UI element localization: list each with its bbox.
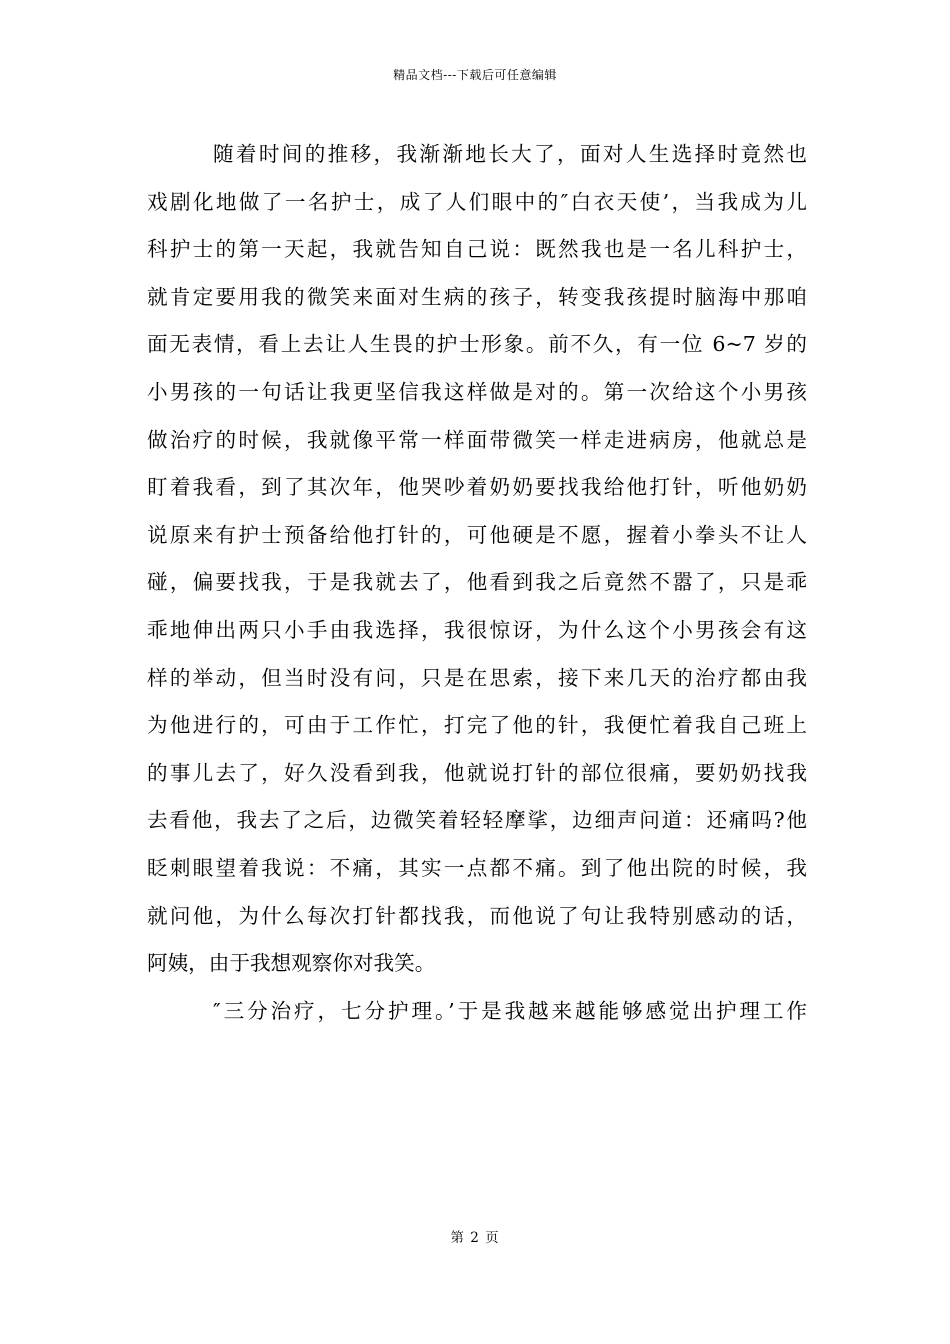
text-line: 乖地伸出两只小手由我选择，我很惊讶，为什么这个小男孩会有这 xyxy=(147,617,807,642)
text-line: 去看他，我去了之后，边微笑着轻轻摩挲，边细声问道：还痛吗?他 xyxy=(147,808,807,833)
text-line: 说原来有护士预备给他打针的，可他硬是不愿，握着小拳头不让人 xyxy=(147,522,807,547)
text-line: 盯着我看，到了其次年，他哭吵着奶奶要找我给他打针，听他奶奶 xyxy=(147,475,807,500)
page-header: 精品文档---下载后可任意编辑 xyxy=(393,68,557,82)
text-line: 随着时间的推移，我渐渐地长大了，面对人生选择时竟然也 xyxy=(213,142,807,166)
text-line: 阿姨，由于我想观察你对我笑。 xyxy=(147,951,436,976)
text-line: ″三分治疗，七分护理。’于是我越来越能够感觉出护理工作 xyxy=(213,998,807,1023)
text-line: 的事儿去了，好久没看到我，他就说打针的部位很痛，要奶奶找我 xyxy=(147,760,807,785)
body-text xyxy=(147,131,807,1035)
text-line: 科护士的第一天起，我就告知自己说：既然我也是一名儿科护士， xyxy=(147,237,807,262)
text-line: 为他进行的，可由于工作忙，打完了他的针，我便忙着我自己班上 xyxy=(147,713,807,738)
text-line: 面无表情，看上去让人生畏的护士形象。前不久，有一位 6~7 岁的 xyxy=(147,332,807,357)
text-line: 戏剧化地做了一名护士，成了人们眼中的″白衣天使’，当我成为儿 xyxy=(147,189,807,214)
text-line: 就问他，为什么每次打针都找我，而他说了句让我特别感动的话， xyxy=(147,903,807,928)
text-line: 碰，偏要找我，于是我就去了，他看到我之后竟然不嚣了，只是乖 xyxy=(147,570,807,595)
text-line: 眨刺眼望着我说：不痛，其实一点都不痛。到了他出院的时候，我 xyxy=(147,855,807,880)
text-line: 小男孩的一句话让我更坚信我这样做是对的。第一次给这个小男孩 xyxy=(147,379,807,404)
page-number: 第 2 页 xyxy=(450,1230,500,1246)
text-line: 做治疗的时候，我就像平常一样面带微笑一样走进病房，他就总是 xyxy=(147,427,807,452)
text-line: 就肯定要用我的微笑来面对生病的孩子，转变我孩提时脑海中那咱 xyxy=(147,284,807,309)
text-line: 样的举动，但当时没有问，只是在思索，接下来几天的治疗都由我 xyxy=(147,665,807,690)
